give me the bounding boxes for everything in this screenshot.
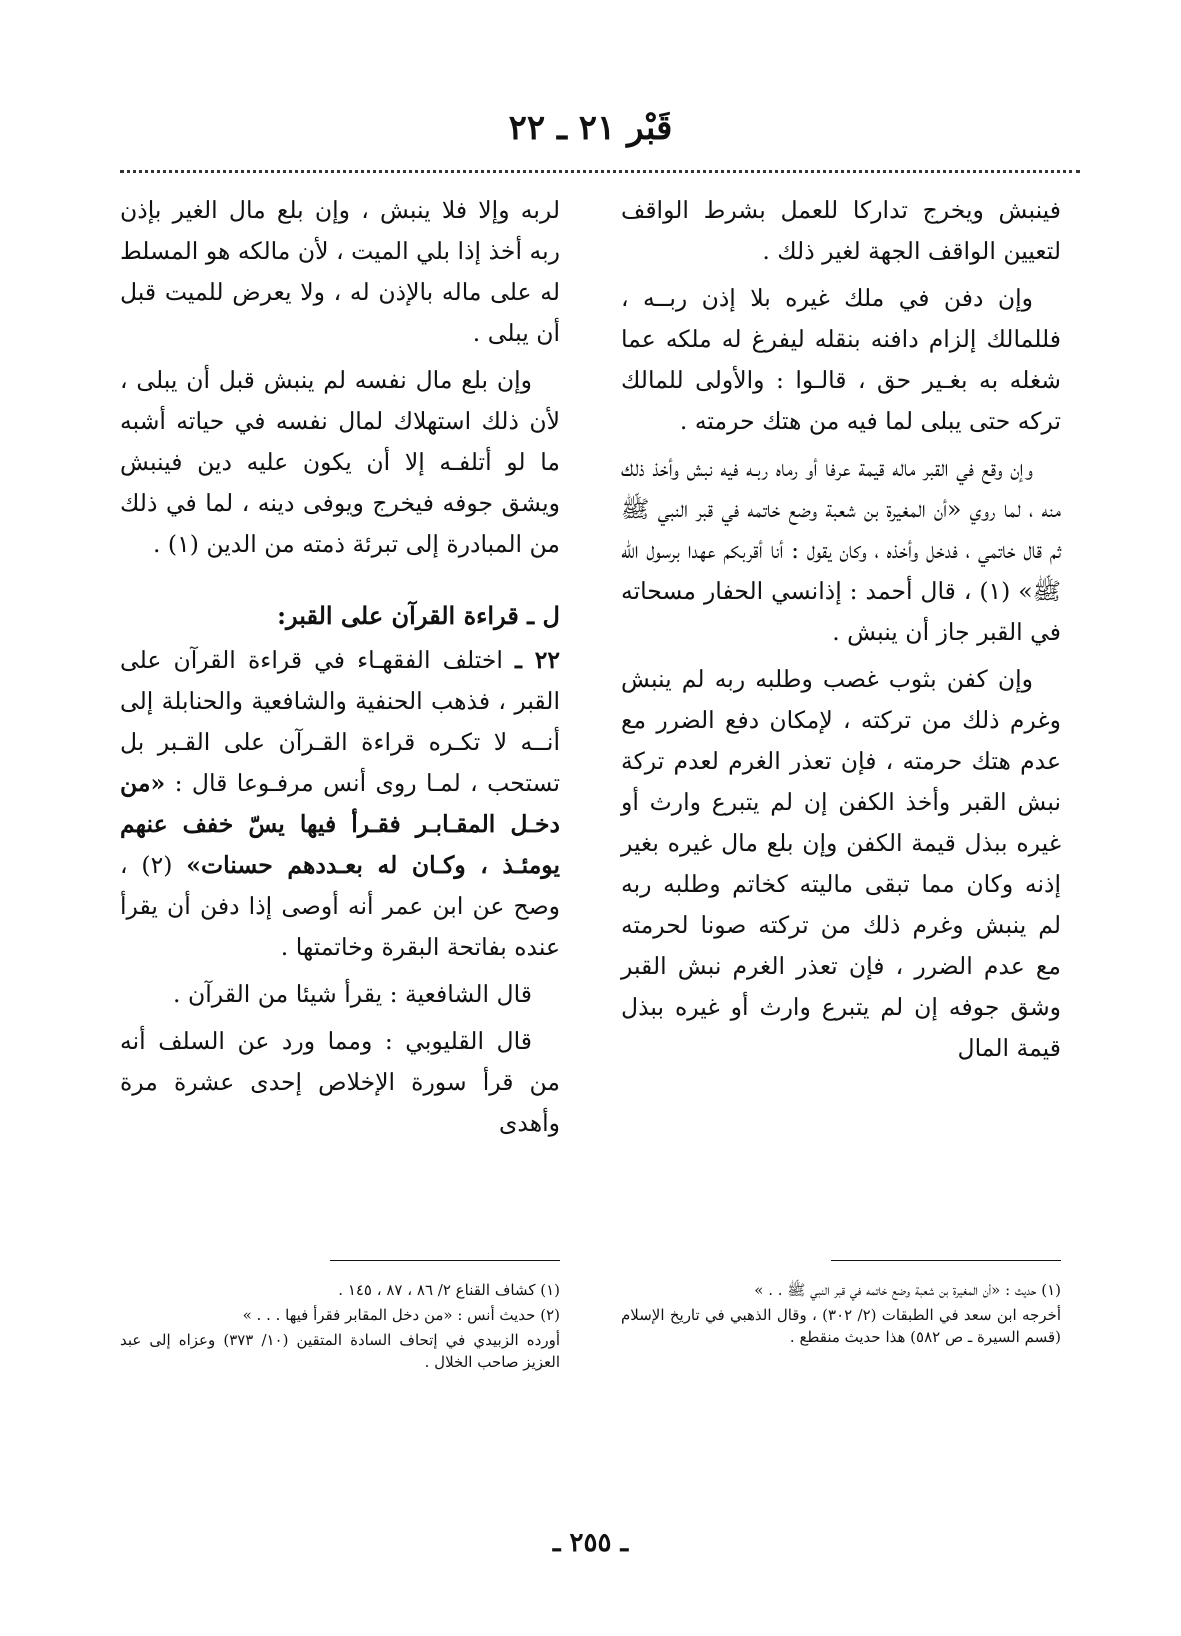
entry-text-after: (٢) ، وصح عن ابن عمر أنه أوصى إذا دفن أن يقرأ عنده بفاتحة البقرة وخاتمتها . [120,851,560,961]
header-divider [120,170,1080,173]
footnote-right-1: (١) حديث : «أن المغيرة بن شعبة وضع خاتمه في قبر النبي ﷺ . . » [754,1281,1061,1299]
footnote-left-2: (٢) حديث أنس : «من دخل المقابر فقرأ فيها . . . » [242,1306,560,1324]
left-paragraph-1: لربه وإلا فلا ينبش ، وإن بلع مال الغير بإذن ربه أخذ إذا بلي الميت ، لأن مالكه هو المسلط له على ماله بالإذن له ، ولا يعرض للميت قبل أن يبلى . [120,196,560,347]
left-paragraph-3: قال الشافعية : يقرأ شيئا من القرآن . [173,980,532,1008]
page-title: قَبْر ٢١ ـ ٢٢ [508,108,673,148]
right-paragraph-2: وإن دفن في ملك غيره بلا إذن ربــه ، فللمالك إلزام دافنه بنقله ليفرغ له ملكه عما شغله به بغـير حق ، قالـوا : والأولى للمالك تركه حتى يبلى لما فيه من هتك حرمته . [621,284,1061,435]
left-column [120,190,560,1150]
right-paragraph-4: وإن كفن بثوب غصب وطلبه ربه لم ينبش وغرم ذلك من تركته ، لإمكان دفع الضرر مع عدم هتك حرمته ، فإن تعذر الغرم لعدم تركة نبش القبر وأخذ الكفن إن لم يتبرع وارث أو غيره ببذل قيمة الكفن وإن بلع مال غيره بغير إذنه وكان مما تبقى ماليته كخاتم وطلبه ربه لم ينبش وغرم ذلك من تركته صونا لحرمته مع عدم الضرر ، فإن تعذر الغرم نبش القبر وشق جوفه إن لم يتبرع وارث أو غيره ببذل قيمة المال [621,665,1061,1062]
section-heading: ل ـ قراءة القرآن على القبر: [277,601,560,630]
entry-quote: «من دخـل المقـابـر فقـرأ فيها يسّ خفف عنهم يومئـذ ، وكـان له بعـددهم حسنات» [120,769,560,879]
footnotes-right [621,1260,1061,1351]
footnote-divider [330,1260,560,1261]
right-paragraph-3: وإن وقع في القبر ماله قيمة عرفا أو رماه ربـه فيه نبش وأخذ ذلك منه ، لما روي «أن المغيرة بن شعبة وضع خاتمه في قبر النبي ﷺ ثم قال خاتمي ، فدخل وأخذه ، وكان يقول : أنا أقربكم عهدا برسول الله ﷺ» (١) ، قال أحمد : إذانسي الحفار مسحاته في القبر جاز أن ينبش . [621,454,1062,646]
footnote-right-2: أخرجه ابن سعد في الطبقات (٢/ ٣٠٢) ، وقال الذهبي في تاريخ الإسلام (قسم السيرة ـ ص ٥٨٢) هذا حديث منقطع . [621,1306,1061,1346]
footnotes-left [120,1260,560,1376]
left-paragraph-2: وإن بلع مال نفسه لم ينبش قبل أن يبلى ، لأن ذلك استهلاك لمال نفسه في حياته أشبه ما لو أتلفـه إلا أن يكون عليه دين فينبش ويشق جوفه فيخرج ويوفى دينه ، لما في ذلك من المبادرة إلى تبرئة ذمته من الدين (١) . [120,366,560,558]
entry-number: ٢٢ ـ [515,646,560,674]
footnote-divider [831,1260,1061,1261]
left-paragraph-4: قال القليوبي : ومما ورد عن السلف أنه من قرأ سورة الإخلاص إحدى عشرة مرة وأهدى [120,1027,560,1137]
footnote-left-3: أورده الزبيدي في إتحاف السادة المتقين (١٠/ ٣٧٣) وعزاه إلى عبد العزيز صاحب الخلال . [120,1331,560,1371]
entry-paragraph [120,640,560,968]
right-paragraph-1: فينبش ويخرج تداركا للعمل بشرط الواقف لتعيين الواقف الجهة لغير ذلك . [621,196,1061,265]
right-column [621,190,1061,1075]
page-number: ـ ٢٥٥ ـ [552,1528,629,1558]
footnote-left-1: (١) كشاف القناع ٢/ ٨٦ ، ٨٧ ، ١٤٥ . [338,1281,560,1299]
entry-text-before: اختلف الفقهـاء في قراءة القرآن على القبر ، فذهب الحنفية والشافعية والحنابلة إلى أنــه لا تكـره قراءة القـرآن على القـبر بل تستحب ، لمـا روى أنس مرفـوعا قال : [120,646,560,797]
